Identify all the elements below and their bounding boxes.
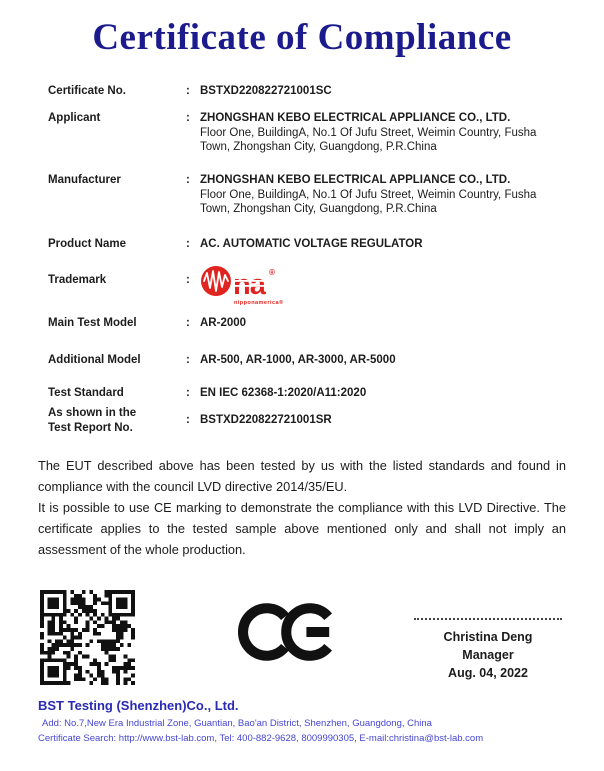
logo-registered-mark: ®: [269, 268, 275, 277]
certificate-number: BSTXD220822721001SC: [200, 85, 332, 97]
field-label-line1: As shown in the: [48, 407, 137, 419]
field-label: Additional Model: [48, 354, 141, 366]
field-trademark: [48, 263, 570, 307]
field-certificate-no: [48, 84, 570, 99]
field-test-report-no: [48, 406, 570, 435]
colon: :: [186, 112, 190, 124]
manufacturer-value: [200, 173, 570, 217]
field-label: [48, 406, 186, 435]
statement-paragraph-1: The EUT described above has been tested by us with the listed standards and found in compliance with the council LVD directive 2014/35/EU.: [38, 458, 566, 494]
colon: :: [186, 317, 190, 329]
signature-block: [408, 618, 568, 682]
manufacturer-address-line1: Floor One, BuildingA, No.1 Of Jufu Street, Weimin Country, Fusha: [200, 188, 537, 201]
colon: :: [186, 354, 190, 366]
colon: :: [186, 274, 190, 286]
test-standard-value: EN IEC 62368-1:2020/A11:2020: [200, 387, 367, 399]
field-label: Main Test Model: [48, 317, 137, 329]
certificate-search-line: Certificate Search: http://www.bst-lab.com, Tel: 400-882-9628, 8009990305, E-mail:christina@bst-lab.com: [38, 733, 484, 744]
manufacturer-address-line2: Town, Zhongshan City, Guangdong, P.R.China: [200, 203, 437, 215]
field-label: Trademark: [48, 274, 107, 286]
issuer-address: Add: No.7,New Era Industrial Zone, Guantian, Bao'an District, Shenzhen, Guangdong, China: [42, 718, 432, 729]
product-name-value: AC. AUTOMATIC VOLTAGE REGULATOR: [200, 238, 423, 250]
field-label-line2: Test Report No.: [48, 421, 133, 434]
colon: :: [186, 238, 190, 250]
applicant-address-line2: Town, Zhongshan City, Guangdong, P.R.China: [200, 141, 437, 153]
applicant-address-line1: Floor One, BuildingA, No.1 Of Jufu Street, Weimin Country, Fusha: [200, 126, 537, 139]
field-test-standard: [48, 386, 570, 401]
statement-paragraph-2: It is possible to use CE marking to demonstrate the compliance with this LVD Directive. The certificate applies to the tested sample above mentioned only and shall not imply an assessment of the whole production.: [38, 500, 566, 557]
field-additional-model: [48, 353, 570, 368]
colon: :: [186, 85, 190, 97]
signatory-role: Manager: [462, 648, 514, 662]
certificate-title: Certificate of Compliance: [92, 17, 512, 58]
colon: :: [186, 387, 190, 399]
applicant-value: [200, 111, 570, 155]
field-label: Applicant: [48, 112, 101, 124]
applicant-name: ZHONGSHAN KEBO ELECTRICAL APPLIANCE CO., LTD.: [200, 112, 511, 124]
field-main-test-model: [48, 316, 570, 331]
field-label: Test Standard: [48, 387, 124, 399]
additional-model-value: AR-500, AR-1000, AR-3000, AR-5000: [200, 354, 396, 366]
qr-code: [40, 590, 135, 685]
colon: :: [186, 174, 190, 186]
field-product-name: [48, 237, 570, 252]
field-label: Certificate No.: [48, 85, 126, 97]
manufacturer-name: ZHONGSHAN KEBO ELECTRICAL APPLIANCE CO., LTD.: [200, 174, 511, 186]
field-manufacturer: [48, 173, 570, 217]
compliance-statement: [38, 455, 566, 560]
field-label: Product Name: [48, 238, 126, 250]
field-label: Manufacturer: [48, 174, 121, 186]
issuer-company-name: BST Testing (Shenzhen)Co., Ltd.: [38, 698, 239, 713]
field-applicant: [48, 111, 570, 155]
logo-subtext: nipponamerica®: [234, 300, 284, 306]
signatory-name: Christina Deng: [443, 630, 533, 644]
test-report-number: BSTXD220822721001SR: [200, 414, 332, 426]
signature-dotted-line: [414, 618, 562, 620]
nipponamerica-logo-icon: [200, 263, 284, 307]
colon: :: [186, 414, 190, 426]
ce-mark-icon: [238, 602, 334, 662]
main-test-model-value: AR-2000: [200, 317, 247, 329]
signature-date: Aug. 04, 2022: [448, 666, 528, 680]
